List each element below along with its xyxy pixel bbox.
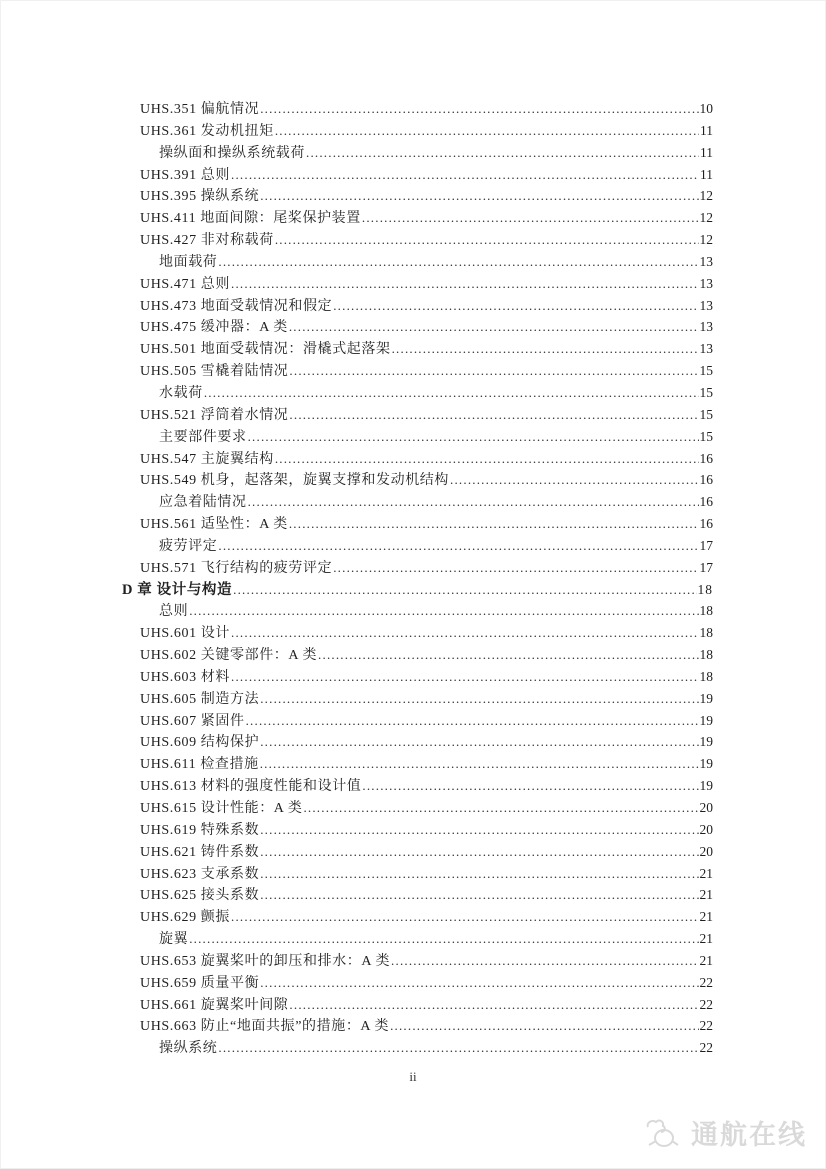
toc-entry-page: 12 bbox=[699, 188, 713, 204]
toc-entry-label: UHS.615 设计性能：A 类 bbox=[140, 801, 303, 816]
toc-entry-page: 19 bbox=[699, 712, 713, 728]
toc-entry-label: 应急着陆情况 bbox=[159, 495, 247, 511]
toc-entry-label: 水载荷 bbox=[159, 385, 203, 401]
toc-entry-page: 13 bbox=[699, 253, 713, 269]
toc-entry bbox=[122, 295, 713, 317]
toc-dot-leader bbox=[248, 491, 699, 514]
toc-entry-page: 12 bbox=[699, 232, 713, 248]
toc-dot-leader bbox=[231, 666, 698, 689]
toc-dot-leader bbox=[260, 819, 698, 842]
toc-entry-label: UHS.411 地面间隙：尾桨保护装置 bbox=[140, 211, 361, 227]
toc-entry-page: 10 bbox=[699, 101, 713, 116]
toc-dot-leader bbox=[318, 644, 698, 667]
toc-dot-leader bbox=[362, 207, 699, 230]
toc-dot-leader bbox=[231, 906, 698, 929]
toc-dot-leader bbox=[218, 1037, 698, 1060]
toc-dot-leader bbox=[275, 120, 699, 143]
toc-entry-label: UHS.625 接头系数 bbox=[140, 888, 260, 904]
toc-entry-page: 11 bbox=[700, 144, 713, 160]
toc-entry-label: UHS.427 非对称载荷 bbox=[140, 233, 274, 249]
toc-entry bbox=[122, 863, 713, 885]
toc-dot-leader bbox=[392, 338, 699, 361]
toc-dot-leader bbox=[289, 513, 699, 536]
toc-entry bbox=[122, 426, 713, 448]
toc-entry bbox=[122, 273, 713, 295]
toc-entry bbox=[122, 797, 713, 819]
toc-entry-page: 13 bbox=[699, 297, 713, 313]
toc-entry-label: UHS.473 地面受载情况和假定 bbox=[140, 298, 333, 314]
toc-entry-label: UHS.653 旋翼桨叶的卸压和排水：A 类 bbox=[140, 953, 391, 969]
toc-entry-page: 16 bbox=[699, 494, 713, 510]
toc-entry bbox=[122, 535, 713, 557]
toc-dot-leader bbox=[391, 950, 698, 973]
watermark bbox=[644, 1113, 807, 1152]
toc-entry bbox=[122, 469, 713, 491]
toc-entry bbox=[122, 994, 713, 1016]
toc-entry-label: UHS.571 飞行结构的疲劳评定 bbox=[140, 560, 333, 576]
toc-dot-leader bbox=[189, 928, 698, 951]
toc-dot-leader bbox=[306, 142, 699, 165]
toc-dot-leader bbox=[333, 295, 698, 318]
toc-list bbox=[122, 98, 713, 1059]
toc-entry-page: 22 bbox=[699, 996, 713, 1012]
toc-entry-label: UHS.603 材料 bbox=[140, 669, 231, 685]
toc-entry-page: 21 bbox=[699, 952, 713, 968]
toc-dot-leader bbox=[233, 579, 696, 602]
toc-entry-label: UHS.351 偏航情况 bbox=[140, 102, 260, 117]
toc-entry-label: UHS.549 机身，起落架，旋翼支撑和发动机结构 bbox=[140, 473, 450, 489]
toc-entry-label: UHS.605 制造方法 bbox=[140, 691, 260, 707]
toc-entry bbox=[122, 950, 713, 972]
toc-entry bbox=[122, 710, 713, 732]
toc-entry bbox=[122, 164, 713, 186]
toc-dot-leader bbox=[275, 229, 699, 252]
toc-entry-page: 21 bbox=[699, 865, 713, 881]
toc-entry-page: 21 bbox=[699, 887, 713, 903]
toc-entry-label: UHS.623 支承系数 bbox=[140, 866, 260, 882]
toc-entry-label: UHS.361 发动机扭矩 bbox=[140, 123, 274, 139]
toc-entry bbox=[122, 142, 713, 164]
toc-entry-page: 18 bbox=[699, 625, 713, 641]
toc-entry-page: 22 bbox=[699, 1040, 713, 1056]
toc-entry bbox=[122, 600, 713, 622]
toc-entry bbox=[122, 382, 713, 404]
toc-dot-leader bbox=[231, 622, 698, 645]
toc-entry-page: 11 bbox=[700, 166, 713, 182]
toc-dot-leader bbox=[260, 185, 698, 208]
toc-entry bbox=[122, 579, 713, 601]
toc-entry bbox=[122, 207, 713, 229]
toc-entry-label: UHS.501 地面受载情况：滑橇式起落架 bbox=[140, 342, 391, 358]
toc-entry bbox=[122, 666, 713, 688]
toc-entry bbox=[122, 972, 713, 994]
toc-entry-label: UHS.561 适坠性：A 类 bbox=[140, 517, 288, 533]
toc-entry bbox=[122, 98, 713, 120]
toc-entry-label: UHS.547 主旋翼结构 bbox=[140, 451, 274, 467]
toc-entry-label: UHS.521 浮筒着水情况 bbox=[140, 407, 289, 423]
toc-entry-label: UHS.609 结构保护 bbox=[140, 735, 260, 751]
toc-entry bbox=[122, 491, 713, 513]
toc-entry-label: 总则 bbox=[159, 604, 189, 620]
watermark-text: 通航在线 bbox=[691, 1120, 807, 1150]
toc-entry bbox=[122, 404, 713, 426]
toc-dot-leader bbox=[218, 535, 698, 558]
toc-dot-leader bbox=[289, 360, 698, 383]
toc-entry-page: 15 bbox=[699, 428, 713, 444]
toc-entry-page: 19 bbox=[699, 734, 713, 750]
toc-entry bbox=[122, 316, 713, 338]
toc-dot-leader bbox=[218, 251, 698, 274]
toc-entry-label: D 章 设计与构造 bbox=[122, 581, 233, 598]
toc-entry-page: 12 bbox=[699, 210, 713, 226]
toc-entry-label: UHS.659 质量平衡 bbox=[140, 975, 260, 991]
toc-entry-label: 操纵面和操纵系统载荷 bbox=[159, 145, 305, 161]
toc-entry bbox=[122, 1015, 713, 1037]
toc-entry-page: 13 bbox=[699, 275, 713, 291]
toc-dot-leader bbox=[246, 710, 699, 733]
toc-entry bbox=[122, 557, 713, 579]
toc-entry-label: UHS.629 颤振 bbox=[140, 910, 231, 926]
toc-dot-leader bbox=[390, 1015, 698, 1038]
toc-dot-leader bbox=[260, 841, 698, 864]
toc-entry bbox=[122, 906, 713, 928]
toc-entry bbox=[122, 644, 713, 666]
toc-entry-label: 主要部件要求 bbox=[159, 429, 247, 445]
toc-entry-label: 旋翼 bbox=[159, 932, 189, 948]
toc-entry-page: 11 bbox=[700, 122, 713, 138]
toc-dot-leader bbox=[260, 972, 698, 995]
toc-dot-leader bbox=[289, 316, 699, 339]
toc-entry-page: 22 bbox=[699, 974, 713, 990]
toc-entry-page: 13 bbox=[699, 341, 713, 357]
toc-entry-page: 20 bbox=[699, 821, 713, 837]
toc-entry-label: UHS.391 总则 bbox=[140, 167, 231, 183]
toc-dot-leader bbox=[289, 404, 698, 427]
toc-dot-leader bbox=[231, 164, 699, 187]
toc-dot-leader bbox=[333, 557, 698, 580]
toc-dot-leader bbox=[260, 753, 699, 776]
toc-dot-leader bbox=[362, 775, 698, 798]
toc-dot-leader bbox=[260, 98, 698, 121]
page-number-footer: ii bbox=[409, 1069, 417, 1084]
toc-dot-leader bbox=[260, 688, 698, 711]
toc-entry-page: 19 bbox=[699, 756, 713, 772]
toc-entry bbox=[122, 229, 713, 251]
toc-dot-leader bbox=[189, 600, 698, 623]
toc-entry bbox=[122, 819, 713, 841]
toc-entry bbox=[122, 731, 713, 753]
toc-entry bbox=[122, 841, 713, 863]
toc-entry-label: 疲劳评定 bbox=[159, 538, 218, 554]
toc-entry bbox=[122, 360, 713, 382]
toc-entry bbox=[122, 622, 713, 644]
toc-entry-page: 18 bbox=[699, 668, 713, 684]
toc-dot-leader bbox=[260, 884, 698, 907]
toc-entry-label: UHS.613 材料的强度性能和设计值 bbox=[140, 779, 362, 795]
toc-entry-page: 19 bbox=[699, 778, 713, 794]
toc-entry-label: 地面载荷 bbox=[159, 254, 218, 270]
toc-dot-leader bbox=[260, 863, 698, 886]
toc-dot-leader bbox=[289, 994, 698, 1017]
tonghang-online-logo-icon bbox=[644, 1117, 684, 1149]
toc-entry bbox=[122, 120, 713, 142]
toc-entry-label: UHS.395 操纵系统 bbox=[140, 189, 260, 205]
toc-entry-label: UHS.471 总则 bbox=[140, 276, 231, 292]
toc-dot-leader bbox=[248, 426, 699, 449]
toc-entry-label: UHS.475 缓冲器：A 类 bbox=[140, 320, 288, 336]
toc-entry-page: 18 bbox=[699, 647, 713, 663]
toc-entry-page: 21 bbox=[699, 909, 713, 925]
toc-entry bbox=[122, 448, 713, 470]
toc-entry-page: 17 bbox=[699, 559, 713, 575]
toc-dot-leader bbox=[303, 797, 698, 820]
toc-entry-page: 16 bbox=[699, 516, 713, 532]
toc-entry-page: 20 bbox=[699, 800, 713, 815]
toc-entry bbox=[122, 688, 713, 710]
toc-entry-page: 18 bbox=[699, 603, 713, 619]
toc-entry-page: 15 bbox=[699, 384, 713, 400]
toc-entry-page: 16 bbox=[699, 472, 713, 488]
toc-dot-leader bbox=[231, 273, 698, 296]
toc-dot-leader bbox=[275, 448, 699, 471]
toc-dot-leader bbox=[260, 731, 698, 754]
toc-entry bbox=[122, 928, 713, 950]
toc-entry-label: 操纵系统 bbox=[159, 1041, 218, 1057]
toc-entry-page: 20 bbox=[699, 843, 713, 859]
toc-entry-page: 15 bbox=[699, 406, 713, 422]
toc-entry-label: UHS.602 关键零部件：A 类 bbox=[140, 648, 318, 664]
toc-entry bbox=[122, 513, 713, 535]
toc-entry bbox=[122, 753, 713, 775]
toc-entry-page: 13 bbox=[699, 319, 713, 335]
toc-entry-label: UHS.619 特殊系数 bbox=[140, 822, 260, 838]
toc-entry-page: 22 bbox=[699, 1018, 713, 1034]
toc-entry-page: 21 bbox=[699, 931, 713, 947]
toc-entry-label: UHS.505 雪橇着陆情况 bbox=[140, 364, 289, 380]
toc-entry-label: UHS.611 检查措施 bbox=[140, 757, 259, 773]
toc-entry bbox=[122, 338, 713, 360]
toc-dot-leader bbox=[204, 382, 699, 405]
toc-entry-label: UHS.607 紧固件 bbox=[140, 713, 245, 729]
toc-entry-label: UHS.601 设计 bbox=[140, 626, 231, 642]
toc-entry-page: 16 bbox=[699, 450, 713, 466]
toc-entry-label: UHS.663 防止“地面共振”的措施：A 类 bbox=[140, 1019, 390, 1035]
toc-entry bbox=[122, 1037, 713, 1059]
toc-entry-page: 17 bbox=[699, 537, 713, 553]
toc-entry-page: 18 bbox=[697, 581, 713, 597]
toc-entry bbox=[122, 251, 713, 273]
toc-entry bbox=[122, 775, 713, 797]
toc-entry-label: UHS.661 旋翼桨叶间隙 bbox=[140, 997, 289, 1013]
toc-entry-page: 19 bbox=[699, 690, 713, 706]
toc-dot-leader bbox=[450, 469, 698, 492]
toc-entry-label: UHS.621 铸件系数 bbox=[140, 844, 260, 860]
toc-entry-page: 15 bbox=[699, 363, 713, 379]
toc-entry bbox=[122, 185, 713, 207]
toc-entry bbox=[122, 884, 713, 906]
